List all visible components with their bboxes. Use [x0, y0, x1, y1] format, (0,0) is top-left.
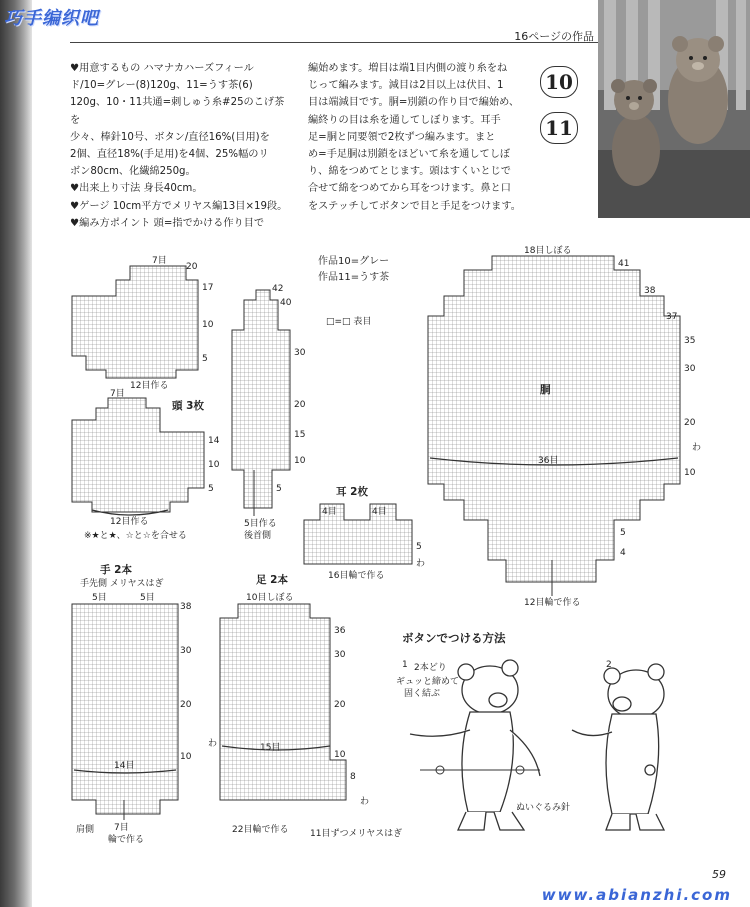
head-chart-top: [72, 266, 198, 378]
body-row-label: 10: [684, 468, 696, 478]
body-row-label: 41: [618, 259, 630, 269]
hand-row-label: わ: [208, 739, 218, 749]
head-chart-side: [232, 290, 290, 508]
foot-row-label: わ: [360, 797, 370, 807]
foot-chart: [220, 604, 346, 800]
instructions-line: 足=胴と同要領で2枚ずつ編みます。まと: [308, 131, 496, 143]
head-row-label: 30: [294, 348, 306, 358]
instructions-line: め=手足胴は別鎖をほどいて糸を通してしぼ: [308, 149, 511, 161]
materials-line: ♥編み方ポイント 頭=指でかける作り目で: [70, 217, 265, 229]
ear-left-count: 4目: [322, 507, 337, 517]
foot-row-label: 10: [334, 750, 346, 760]
instructions-line: 編終りの目は糸を通してしぼります。耳手: [308, 114, 501, 126]
head-row-label: 10: [294, 456, 306, 466]
hand-row-label: 20: [180, 700, 192, 710]
body-mid-count: 36目: [538, 456, 559, 466]
instructions-line: 合せて綿をつめてから耳をつけます。鼻と口: [308, 183, 511, 195]
button-method-note: ぬいぐるみ針: [516, 803, 571, 813]
head-chart-middle: [72, 398, 204, 512]
head-base-count: 12目作る: [130, 381, 169, 391]
body-bottom-count: 12目輪で作る: [524, 598, 581, 608]
hand-bottom-count: 7目: [114, 823, 129, 833]
page-number: 59: [712, 868, 726, 881]
materials-line: ボン80cm、化繊綿250g。: [70, 166, 196, 178]
hand-bottom-note: 輪で作る: [108, 835, 145, 845]
button-method-title: ボタンでつける方法: [402, 631, 506, 645]
instructions-line: じって編みます。減目は2目以上は伏目、1: [308, 80, 504, 92]
hand-row-label: 38: [180, 602, 192, 612]
ear-bottom-count: 16目輪で作る: [328, 571, 385, 581]
legend-work-11: 作品11=うす茶: [318, 272, 390, 283]
hand-row-label: 10: [180, 752, 192, 762]
body-row-label: 37: [666, 312, 678, 322]
materials-line: 2個、直径18%(手足用)を4個、25%幅のリ: [70, 149, 269, 161]
head-row-label: 5: [208, 484, 214, 494]
head-row-label: 20: [294, 400, 306, 410]
materials-line: ♥出来上り寸法 身長40cm。: [70, 183, 203, 195]
head-row-label: 14: [208, 436, 220, 446]
ear-chart: [304, 504, 412, 564]
instructions-line: 編始めます。増目は端1目内側の渡り糸をね: [308, 63, 508, 74]
button-method-note: 固く結ぶ: [404, 689, 441, 699]
button-method-step-1: 1: [402, 660, 408, 670]
foot-row-label: 20: [334, 700, 346, 710]
foot-row-label: 30: [334, 650, 346, 660]
button-method-note: ギュッと締めて: [396, 677, 460, 687]
bear-illustration-2: [572, 664, 664, 830]
ear-row-label: わ: [416, 559, 426, 569]
materials-line: 少々、棒針10号、ボタン/直径16%(目用)を: [70, 131, 270, 143]
work-number-badge-11: 11: [540, 112, 578, 144]
hand-title: 手 2本: [100, 564, 132, 576]
body-top-count: 18目しぼる: [524, 246, 572, 256]
ear-title: 耳 2枚: [336, 486, 368, 498]
body-row-label: 38: [644, 286, 656, 296]
head-base-count-2: 12目作る: [110, 517, 149, 527]
head-mid-count: 7目: [110, 389, 125, 399]
foot-row-label: 36: [334, 626, 346, 636]
hand-sub: 手先側 メリヤスはぎ: [80, 579, 164, 589]
body-chart: [428, 256, 680, 582]
materials-line: ♥用意するもの ハマナカハーズフィール: [70, 63, 254, 74]
watermark-top: 巧手编织吧: [4, 8, 99, 29]
head-side-label: 後首側: [244, 531, 272, 541]
button-method-note: 2本どり: [414, 663, 447, 673]
hand-chart: [72, 604, 178, 814]
hand-mid-count: 14目: [114, 761, 135, 771]
foot-title: 足 2本: [256, 574, 288, 586]
body-row-label: 30: [684, 364, 696, 374]
hand-row-label: 30: [180, 646, 192, 656]
head-row-label: 42: [272, 284, 284, 294]
instructions-line: り、綿をつめてとじます。頭はすくいとじで: [308, 166, 511, 178]
legend-work-10: 作品10=グレー: [318, 256, 390, 267]
head-row-label: 40: [280, 298, 292, 308]
work-number-badge-10: 10: [540, 66, 578, 98]
head-row-label: 17: [202, 283, 214, 293]
hand-top-right: 5目: [140, 593, 155, 603]
foot-bottom-count: 22目輪で作る: [232, 825, 289, 835]
body-row-label: 20: [684, 418, 696, 428]
head-row-label: 5: [276, 484, 282, 494]
ear-row-label: 5: [416, 542, 422, 552]
body-title: 胴: [540, 384, 551, 396]
head-side-base: 5目作る: [244, 519, 277, 529]
head-note: ※★と★、☆と☆を合せる: [84, 531, 187, 541]
materials-line: ド/10=グレー(8)120g、11=うす茶(6): [70, 80, 253, 92]
head-row-label: 20: [186, 262, 198, 272]
ear-right-count: 4目: [372, 507, 387, 517]
body-row-label: 5: [620, 528, 626, 538]
materials-line: 120g、10・11共通=刺しゅう糸#25のこげ茶を: [70, 97, 285, 126]
button-method-step-2: 2: [606, 660, 612, 670]
body-row-label: 35: [684, 336, 696, 346]
foot-top-count: 10目しぼる: [246, 593, 294, 603]
body-row-label: わ: [692, 443, 702, 453]
instructions-line: 目は端減目です。胴=別鎖の作り目で編始め、: [308, 97, 520, 109]
head-title: 頭 3枚: [172, 400, 204, 412]
legend-symbol: □=□ 表目: [326, 317, 372, 327]
head-row-label: 15: [294, 430, 306, 440]
watermark-bottom: www.abianzhi.com: [541, 886, 732, 904]
head-row-label: 5: [202, 354, 208, 364]
body-row-label: 4: [620, 548, 626, 558]
section-label: 16ページの作品: [514, 30, 594, 43]
head-top-count: 7目: [152, 256, 167, 266]
foot-row-label: 8: [350, 772, 356, 782]
foot-bottom-note: 11目ずつメリヤスはぎ: [310, 829, 403, 839]
head-row-label: 10: [208, 460, 220, 470]
head-row-label: 10: [202, 320, 214, 330]
hand-top-left: 5目: [92, 593, 107, 603]
foot-mid-count: 15目: [260, 743, 281, 753]
materials-line: ♥ゲージ 10cm平方でメリヤス編13目×19段。: [70, 200, 288, 212]
instructions-line: をステッチしてボタンで目と手足をつけます。: [308, 200, 521, 212]
hand-side-note: 肩側: [76, 825, 95, 835]
